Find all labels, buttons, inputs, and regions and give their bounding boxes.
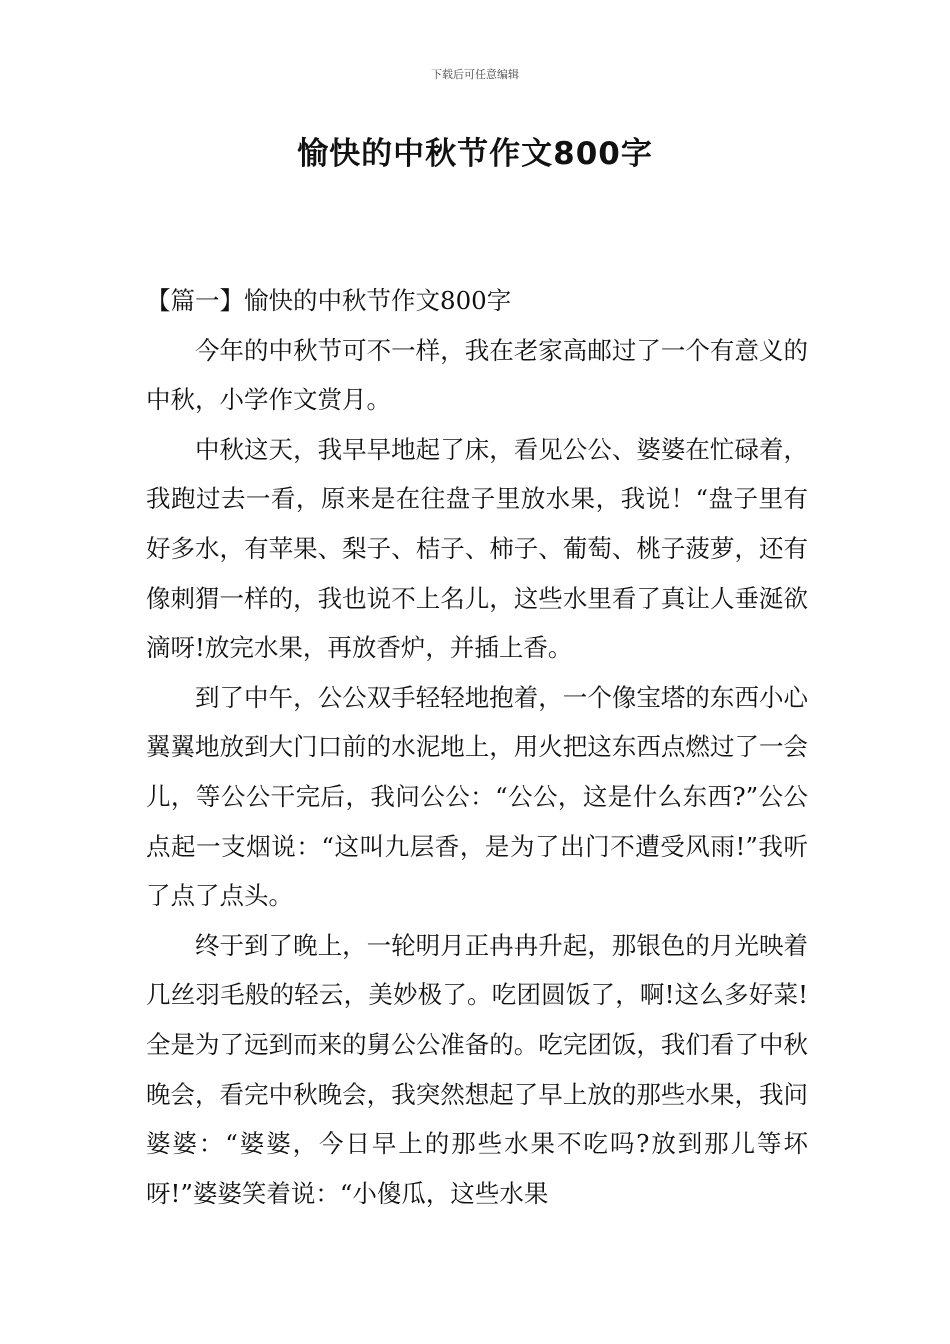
document-title: 愉快的中秋节作文800字 [297, 136, 653, 172]
paragraph-2: 中秋这天，我早早地起了床，看见公公、婆婆在忙碌着，我跑过去一看，原来是在往盘子里放水果，我说！“盘子里有好多水，有苹果、梨子、桔子、柿子、葡萄、桃子菠萝，还有像刺猬一样的，我也说不上名儿，这些水里看了真让人垂涎欲滴呀!放完水果，再放香炉，并插上香。 [146, 434, 808, 663]
paragraph-3: 到了中午，公公双手轻轻地抱着，一个像宝塔的东西小心翼翼地放到大门口前的水泥地上，用火把这东西点燃过了一会儿，等公公干完后，我问公公：“公公，这是什么东西?”公公点起一支烟说：“这叫九层香，是为了出门不遭受风雨!”我听了点了点头。 [146, 682, 808, 911]
page-header-note: 下载后可任意编辑 [431, 68, 519, 81]
section-heading: 【篇一】愉快的中秋节作文800字 [146, 286, 512, 315]
paragraph-1: 今年的中秋节可不一样，我在老家高邮过了一个有意义的中秋，小学作文赏月。 [146, 335, 808, 415]
paragraph-4: 终于到了晚上，一轮明月正冉冉升起，那银色的月光映着几丝羽毛般的轻云，美妙极了。吃团圆饭了，啊!这么多好菜!全是为了远到而来的舅公公准备的。吃完团饭，我们看了中秋晚会，看完中秋晚会，我突然想起了早上放的那些水果，我问婆婆：“婆婆，今日早上的那些水果不吃吗?放到那儿等坏呀!”婆婆笑着说：“小傻瓜，这些水果 [146, 930, 808, 1208]
document-body [146, 276, 808, 1218]
